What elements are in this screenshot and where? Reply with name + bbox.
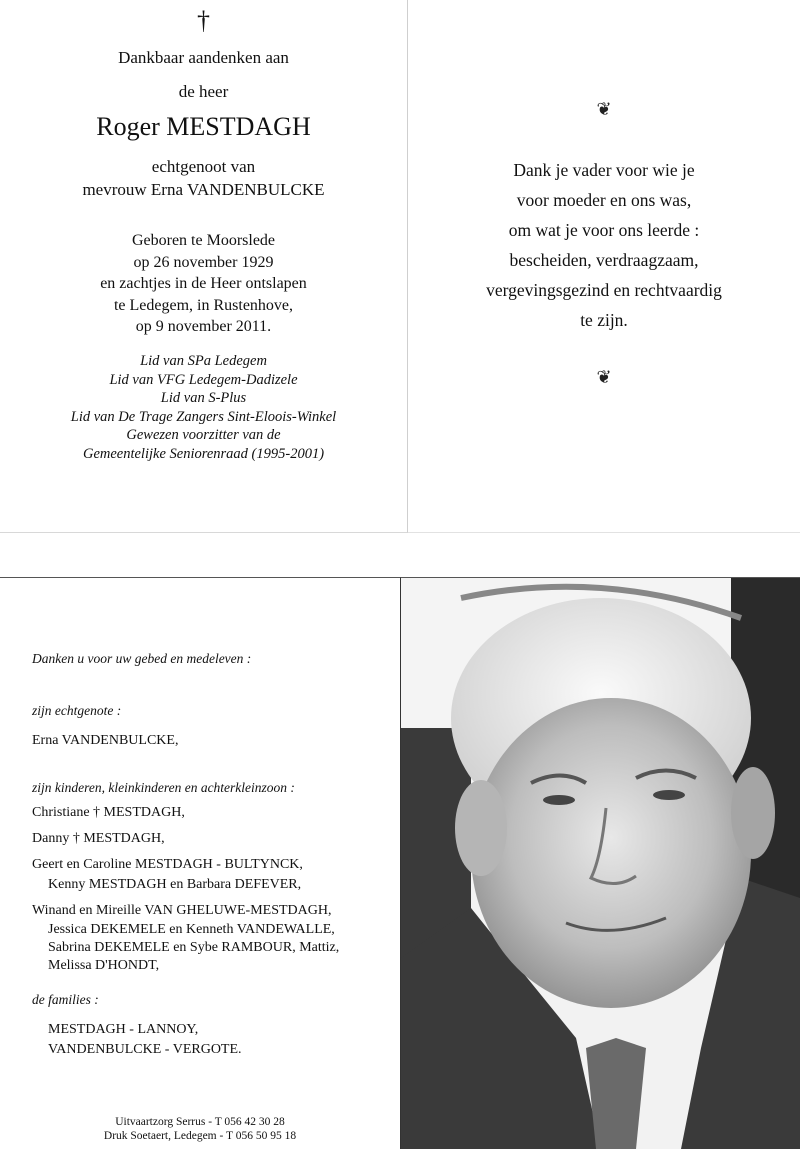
portrait-photo bbox=[401, 577, 800, 1149]
membership-line: Gemeentelijke Seniorenraad (1995-2001) bbox=[82, 445, 325, 462]
poem-panel bbox=[408, 0, 800, 533]
families-label: de families : bbox=[32, 992, 99, 1007]
family-entry: Kenny MESTDAGH en Barbara DEFEVER, bbox=[48, 877, 302, 892]
family-entry: Christiane † MESTDAGH, bbox=[32, 805, 185, 820]
poem-line: te zijn. bbox=[580, 310, 628, 330]
family-entry: Jessica DEKEMELE en Kenneth VANDEWALLE, bbox=[48, 922, 335, 937]
poem-line: voor moeder en ons was, bbox=[516, 190, 692, 210]
families-entry: VANDENBULCKE - VERGOTE. bbox=[48, 1042, 242, 1057]
membership-line: Lid van S-Plus bbox=[160, 390, 247, 406]
family-entry: Sabrina DEKEMELE en Sybe RAMBOUR, Mattiz, bbox=[48, 940, 340, 955]
poem-line: vergevingsgezind en rechtvaardig bbox=[486, 280, 722, 300]
poem-block bbox=[408, 155, 800, 335]
membership-line: Lid van VFG Ledegem-Dadizele bbox=[109, 371, 298, 388]
spouse-name: mevrouw Erna VANDENBULCKE bbox=[82, 180, 325, 199]
thanks-heading: Danken u voor uw gebed en medeleven : bbox=[32, 651, 252, 666]
membership-line: Gewezen voorzitter van de bbox=[126, 427, 281, 443]
portrait-image bbox=[401, 578, 800, 1149]
poem-line: Dank je vader voor wie je bbox=[513, 160, 695, 180]
families-entry: MESTDAGH - LANNOY, bbox=[48, 1022, 199, 1037]
family-entry: Melissa D'HONDT, bbox=[48, 958, 160, 973]
family-entry: Danny † MESTDAGH, bbox=[32, 831, 165, 846]
title-text: de heer bbox=[178, 82, 229, 101]
family-entry: Winand en Mireille VAN GHELUWE-MESTDAGH, bbox=[32, 903, 332, 918]
poem-line: om wat je voor ons leerde : bbox=[508, 220, 700, 240]
spouse-entry: Erna VANDENBULCKE, bbox=[32, 733, 179, 748]
children-label: zijn kinderen, kleinkinderen en achterkleinzoon : bbox=[32, 780, 295, 795]
intro-text: Dankbaar aandenken aan bbox=[118, 48, 289, 67]
membership-line: Lid van De Trage Zangers Sint-Eloois-Winkel bbox=[70, 408, 337, 425]
ornament-icon: ❦ bbox=[596, 367, 612, 387]
memberships-block bbox=[0, 352, 407, 463]
bio-line: op 26 november 1929 bbox=[133, 253, 274, 271]
card-front-panel bbox=[0, 0, 408, 533]
bio-line: te Ledegem, in Rustenhove, bbox=[113, 296, 294, 314]
spouse-intro: echtgenoot van bbox=[151, 157, 256, 176]
bio-line: en zachtjes in de Heer ontslapen bbox=[100, 275, 307, 292]
family-entry: Geert en Caroline MESTDAGH - BULTYNCK, bbox=[32, 857, 303, 872]
funeral-service-line: Uitvaartzorg Serrus - T 056 42 30 28 bbox=[115, 1116, 285, 1128]
bio-block bbox=[0, 230, 407, 338]
deceased-name: Roger MESTDAGH bbox=[96, 112, 311, 141]
printer-line: Druk Soetaert, Ledegem - T 056 50 95 18 bbox=[103, 1130, 297, 1142]
printer-footer bbox=[0, 1115, 400, 1143]
membership-line: Lid van SPa Ledegem bbox=[140, 353, 267, 369]
bio-line: op 9 november 2011. bbox=[135, 318, 272, 335]
bio-line: Geboren te Moorslede bbox=[131, 232, 276, 249]
cross-icon: † bbox=[197, 6, 210, 35]
ornament-icon: ❦ bbox=[596, 99, 612, 119]
poem-line: bescheiden, verdraagzaam, bbox=[509, 250, 699, 270]
spouse-label: zijn echtgenote : bbox=[32, 703, 122, 718]
